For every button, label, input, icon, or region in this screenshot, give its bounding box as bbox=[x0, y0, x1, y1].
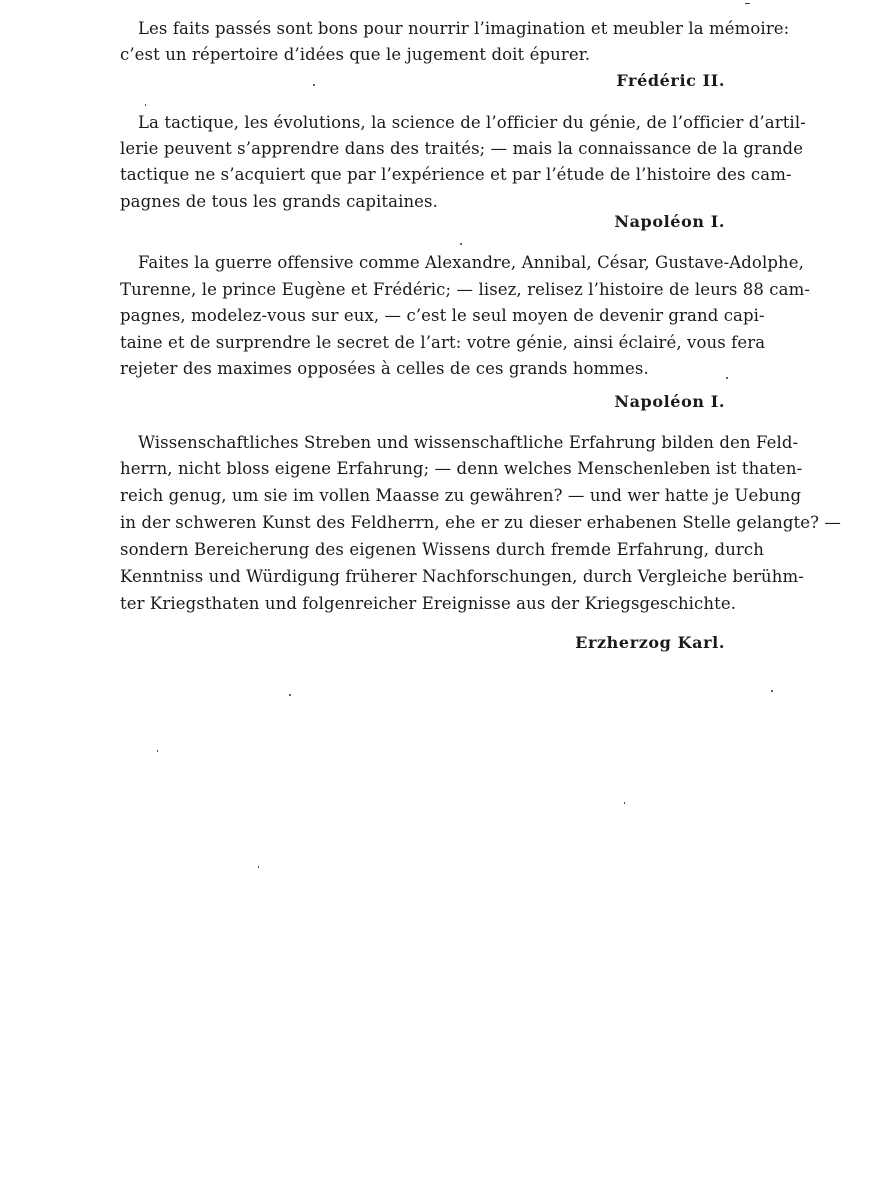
quote-2-line-2: lerie peuvent s’apprendre dans des traités; — mais la connaissance de la grande bbox=[120, 139, 804, 158]
quote-3-line-1: Faites la guerre offensive comme Alexandre, Annibal, César, Gustave-Adolphe, bbox=[138, 253, 804, 272]
scan-speck bbox=[460, 243, 462, 245]
scan-speck bbox=[745, 3, 750, 4]
quote-4-line-1: Wissenschaftliches Streben und wissenschaftliche Erfahrung bilden den Feld- bbox=[138, 433, 799, 452]
quote-4-line-6: Kenntniss und Würdigung früherer Nachforschungen, durch Vergleiche berühm- bbox=[120, 567, 804, 586]
quote-1-author: Frédéric II. bbox=[616, 71, 725, 90]
quote-4-line-3: reich genug, um sie im vollen Maasse zu gewähren? — und wer hatte je Uebung bbox=[120, 486, 802, 505]
scan-speck bbox=[771, 690, 773, 692]
scan-speck bbox=[624, 802, 625, 804]
quote-1-line-1: Les faits passés sont bons pour nourrir l’imagination et meubler la mémoire: bbox=[138, 19, 790, 38]
quote-4-line-4: in der schweren Kunst des Feldherrn, ehe er zu dieser erhabenen Stelle gelangte? — bbox=[120, 513, 842, 532]
quote-3-author: Napoléon I. bbox=[614, 392, 725, 411]
quote-2-line-1: La tactique, les évolutions, la science de l’officier du génie, de l’officier d’artil- bbox=[138, 113, 806, 132]
quote-3-line-5: rejeter des maximes opposées à celles de ces grands hommes. bbox=[120, 359, 649, 378]
quote-2-line-3: tactique ne s’acquiert que par l’expérience et par l’étude de l’histoire des cam- bbox=[120, 165, 792, 184]
scan-speck bbox=[157, 750, 158, 752]
quote-2-line-4: pagnes de tous les grands capitaines. bbox=[120, 192, 438, 211]
quote-4-author: Erzherzog Karl. bbox=[575, 633, 725, 652]
scan-speck bbox=[145, 104, 146, 106]
quote-3-line-4: taine et de surprendre le secret de l’art: votre génie, ainsi éclairé, vous fera bbox=[120, 333, 766, 352]
quote-3-line-2: Turenne, le prince Eugène et Frédéric; — lisez, relisez l’histoire de leurs 88 cam- bbox=[120, 280, 810, 299]
quote-1-line-2: c’est un répertoire d’idées que le jugement doit épurer. bbox=[120, 45, 591, 64]
scan-speck bbox=[313, 84, 315, 86]
scan-speck bbox=[289, 694, 291, 696]
quote-2-author: Napoléon I. bbox=[614, 212, 725, 231]
quote-3-line-3: pagnes, modelez-vous sur eux, — c’est le seul moyen de devenir grand capi- bbox=[120, 306, 765, 325]
quote-4-line-5: sondern Bereicherung des eigenen Wissens durch fremde Erfahrung, durch bbox=[120, 540, 764, 559]
quote-4-line-7: ter Kriegsthaten und folgenreicher Ereignisse aus der Kriegsgeschichte. bbox=[120, 594, 737, 613]
quote-4-line-2: herrn, nicht bloss eigene Erfahrung; — denn welches Menschenleben ist thaten- bbox=[120, 459, 803, 478]
scan-speck bbox=[726, 377, 728, 379]
scan-speck bbox=[258, 866, 259, 868]
